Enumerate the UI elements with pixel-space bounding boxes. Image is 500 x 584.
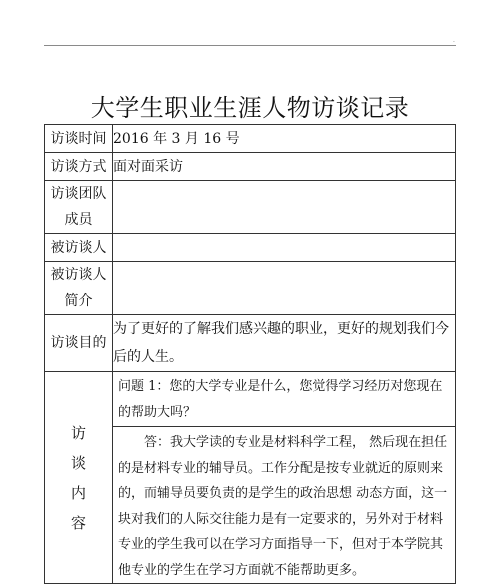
label-interview-team-line1: 访谈团队 (50, 186, 107, 202)
value-interviewee (113, 234, 456, 262)
label-content-char-3: 内 (70, 483, 86, 502)
row-interviewee (45, 234, 456, 262)
content-body (113, 372, 455, 583)
value-interview-time: 2016 年 3 月 16 号 (113, 125, 456, 153)
row-interview-time (45, 125, 456, 153)
label-content-char-1: 访 (70, 423, 86, 442)
label-interviewee-intro (45, 262, 113, 315)
label-content-char-4: 容 (70, 513, 86, 532)
label-interview-team-line2: 成员 (64, 212, 93, 228)
label-interviewee-intro-line2: 简介 (64, 293, 93, 309)
header-mark: . (453, 37, 455, 44)
interview-record-table (44, 124, 456, 584)
value-interview-content (113, 372, 456, 584)
page-title: 大学生职业生涯人物访谈记录 (90, 94, 410, 122)
label-interview-method: 访谈方式 (45, 153, 113, 181)
header-rule (44, 45, 456, 46)
row-interview-method (45, 153, 456, 181)
label-interview-content (45, 372, 113, 584)
row-interviewee-intro (45, 262, 456, 315)
row-interview-content (45, 372, 456, 584)
answer-1: 答：我大学读的专业是材料科学工程， 然后现在担任的是材料专业的辅导员。工作分配是按专业就近的原则来的，而辅导员要负责的是学生的政治思想 动态方面，这一块对我们的人际交往能力是有一定要求的，另外对于材料专业的学生我可以在学习方面指导一下，但对于本学院其他专业的学生在学习方面就不能帮助更多。 (118, 435, 448, 578)
value-interview-team (113, 181, 456, 234)
label-interviewee-intro-line1: 被访谈人 (50, 267, 107, 283)
value-interview-method: 面对面采访 (113, 153, 456, 181)
label-interview-time: 访谈时间 (45, 125, 113, 153)
row-interview-purpose (45, 315, 456, 372)
label-interviewee: 被访谈人 (45, 234, 113, 262)
label-interview-team (45, 181, 113, 234)
value-interviewee-intro (113, 262, 456, 315)
row-interview-team (45, 181, 456, 234)
value-interview-purpose: 为了更好的了解我们感兴趣的职业，更好的规划我们今后的人生。 (113, 315, 456, 372)
label-content-char-2: 谈 (70, 453, 86, 472)
question-1: 问题 1：您的大学专业是什么，您觉得学习经历对您现在的帮助大吗？ (113, 374, 455, 427)
label-interview-purpose: 访谈目的 (45, 315, 113, 372)
